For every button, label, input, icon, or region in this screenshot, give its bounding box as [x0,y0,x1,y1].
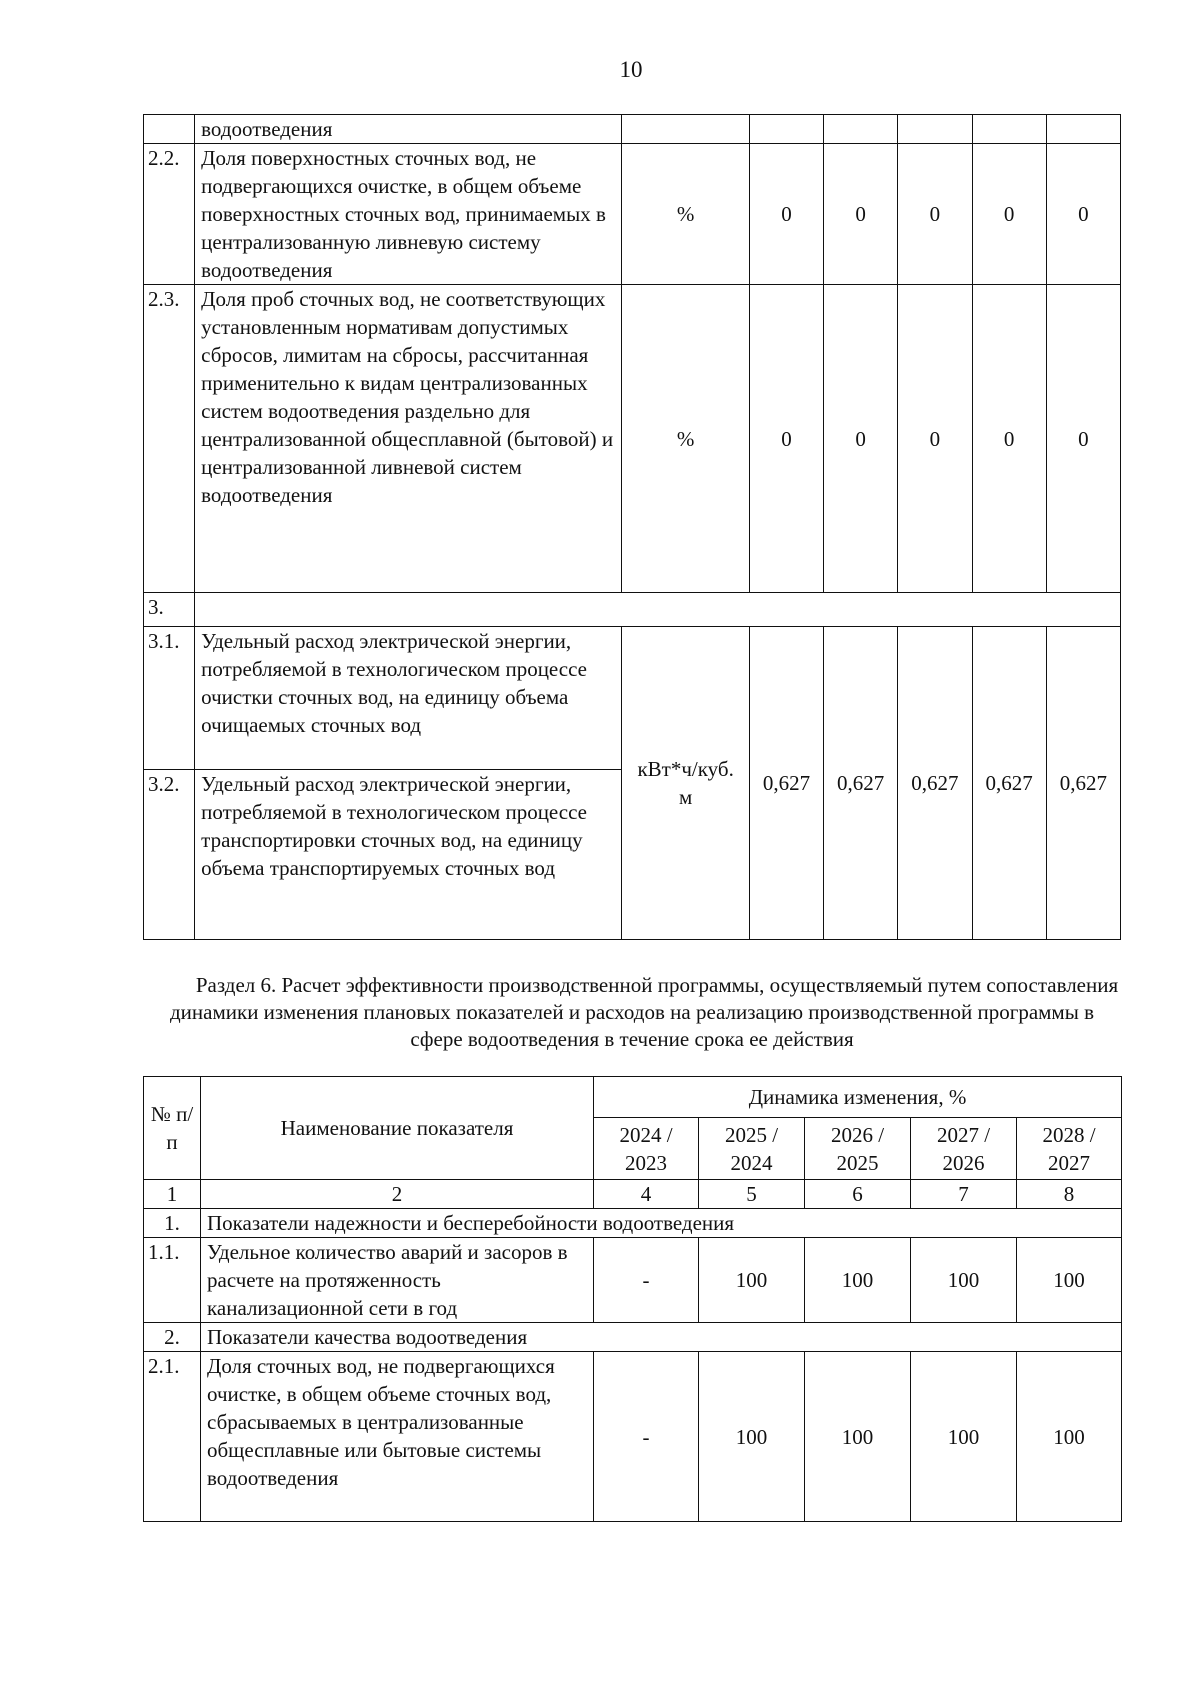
value-cell: - [594,1352,699,1522]
value-cell: 100 [1017,1238,1122,1323]
value-cell: 0 [824,144,898,285]
value-cell: 100 [805,1352,911,1522]
value-cell: 0 [824,285,898,593]
table-row [144,115,1121,144]
value-cell: 0 [749,285,823,593]
header-year: 2025 / 2024 [699,1118,805,1180]
value-cell: 100 [911,1352,1017,1522]
unit-cell [622,115,749,144]
value-cell [749,115,823,144]
value-cell: 0 [1046,144,1120,285]
value-cell: 0 [898,285,972,593]
group-row [144,1323,1122,1352]
group-row [144,1209,1122,1238]
value-cell: 100 [699,1238,805,1323]
row-number [144,115,195,144]
group-title: Показатели качества водоотведения [201,1323,1122,1352]
col-number: 4 [594,1180,699,1209]
header-year: 2027 / 2026 [911,1118,1017,1180]
col-number: 5 [699,1180,805,1209]
header-year: 2026 / 2025 [805,1118,911,1180]
row-number: 3. [144,593,195,627]
indicator-name: Удельный расход электрической энергии, потребляемой в технологическом процессе очистки сточных вод, на единицу объема очищаемых сточных вод [195,627,622,770]
table-row [144,593,1121,627]
section-6-title-text: Раздел 6. Расчет эффективности производственной программы, осуществляемый путем сопоставления динамики изменения плановых показателей и расходов на реализацию производственной программы в сфере водоотведения в течение срока ее действия [169,973,1119,1051]
header-num: № п/п [144,1077,201,1180]
header-row [144,1077,1122,1118]
value-cell: 100 [699,1352,805,1522]
group-title: Показатели надежности и бесперебойности водоотведения [201,1209,1122,1238]
value-cell: 0 [972,144,1046,285]
column-numbers-row [144,1180,1122,1209]
value-cell: 0 [1046,285,1120,593]
value-cell: 0 [898,144,972,285]
group-number: 2. [144,1323,201,1352]
value-cell: 0 [972,285,1046,593]
value-cell [824,115,898,144]
energy-unit: кВт*ч/куб. м [622,627,749,940]
row-number: 2.3. [144,285,195,593]
row-number: 3.1. [144,627,195,770]
indicator-name: Удельное количество аварий и засоров в расчете на протяженность канализационной сети в год [201,1238,594,1323]
energy-value: 0,627 [972,627,1046,940]
indicator-name: Доля проб сточных вод, не соответствующих установленным нормативам допустимых сбросов, лимитам на сбросы, рассчитанная применительно к видам централизованных систем водоотведения раздельно для централизованной общесплавной (бытовой) и централизованной ливневой систем водоотведения [195,285,622,593]
indicator-name: Доля сточных вод, не подвергающихся очистке, в общем объеме сточных вод, сбрасываемых в централизованные общесплавные или бытовые системы водоотведения [201,1352,594,1522]
energy-value: 0,627 [898,627,972,940]
header-year: 2024 / 2023 [594,1118,699,1180]
efficiency-table [143,1076,1122,1522]
group-title [195,593,1121,627]
header-name: Наименование показателя [201,1077,594,1180]
unit-cell: % [622,285,749,593]
section-6-title [143,972,1121,1053]
indicator-name: водоотведения [195,115,622,144]
indicator-name: Доля поверхностных сточных вод, не подвергающихся очистке, в общем объеме поверхностных сточных вод, принимаемых в централизованную ливневую систему водоотведения [195,144,622,285]
energy-value: 0,627 [1046,627,1120,940]
unit-cell: % [622,144,749,285]
indicators-table-continued [143,114,1121,940]
value-cell [898,115,972,144]
value-cell: 100 [911,1238,1017,1323]
row-number: 2.2. [144,144,195,285]
row-number: 1.1. [144,1238,201,1323]
energy-value: 0,627 [824,627,898,940]
table-row [144,1352,1122,1522]
table-row [144,627,1121,770]
group-number: 1. [144,1209,201,1238]
header-dynamics: Динамика изменения, % [594,1077,1122,1118]
value-cell: 100 [1017,1352,1122,1522]
value-cell [972,115,1046,144]
header-year: 2028 / 2027 [1017,1118,1122,1180]
row-number: 3.2. [144,770,195,940]
col-number: 7 [911,1180,1017,1209]
col-number: 6 [805,1180,911,1209]
table-row [144,1238,1122,1323]
indicator-name: Удельный расход электрической энергии, потребляемой в технологическом процессе транспортировки сточных вод, на единицу объема транспортируемых сточных вод [195,770,622,940]
value-cell: - [594,1238,699,1323]
table-row [144,144,1121,285]
page-number: 10 [619,57,643,82]
value-cell: 100 [805,1238,911,1323]
col-number: 1 [144,1180,201,1209]
value-cell: 0 [749,144,823,285]
table-row [144,285,1121,593]
row-number: 2.1. [144,1352,201,1522]
energy-value: 0,627 [749,627,823,940]
col-number: 2 [201,1180,594,1209]
col-number: 8 [1017,1180,1122,1209]
value-cell [1046,115,1120,144]
